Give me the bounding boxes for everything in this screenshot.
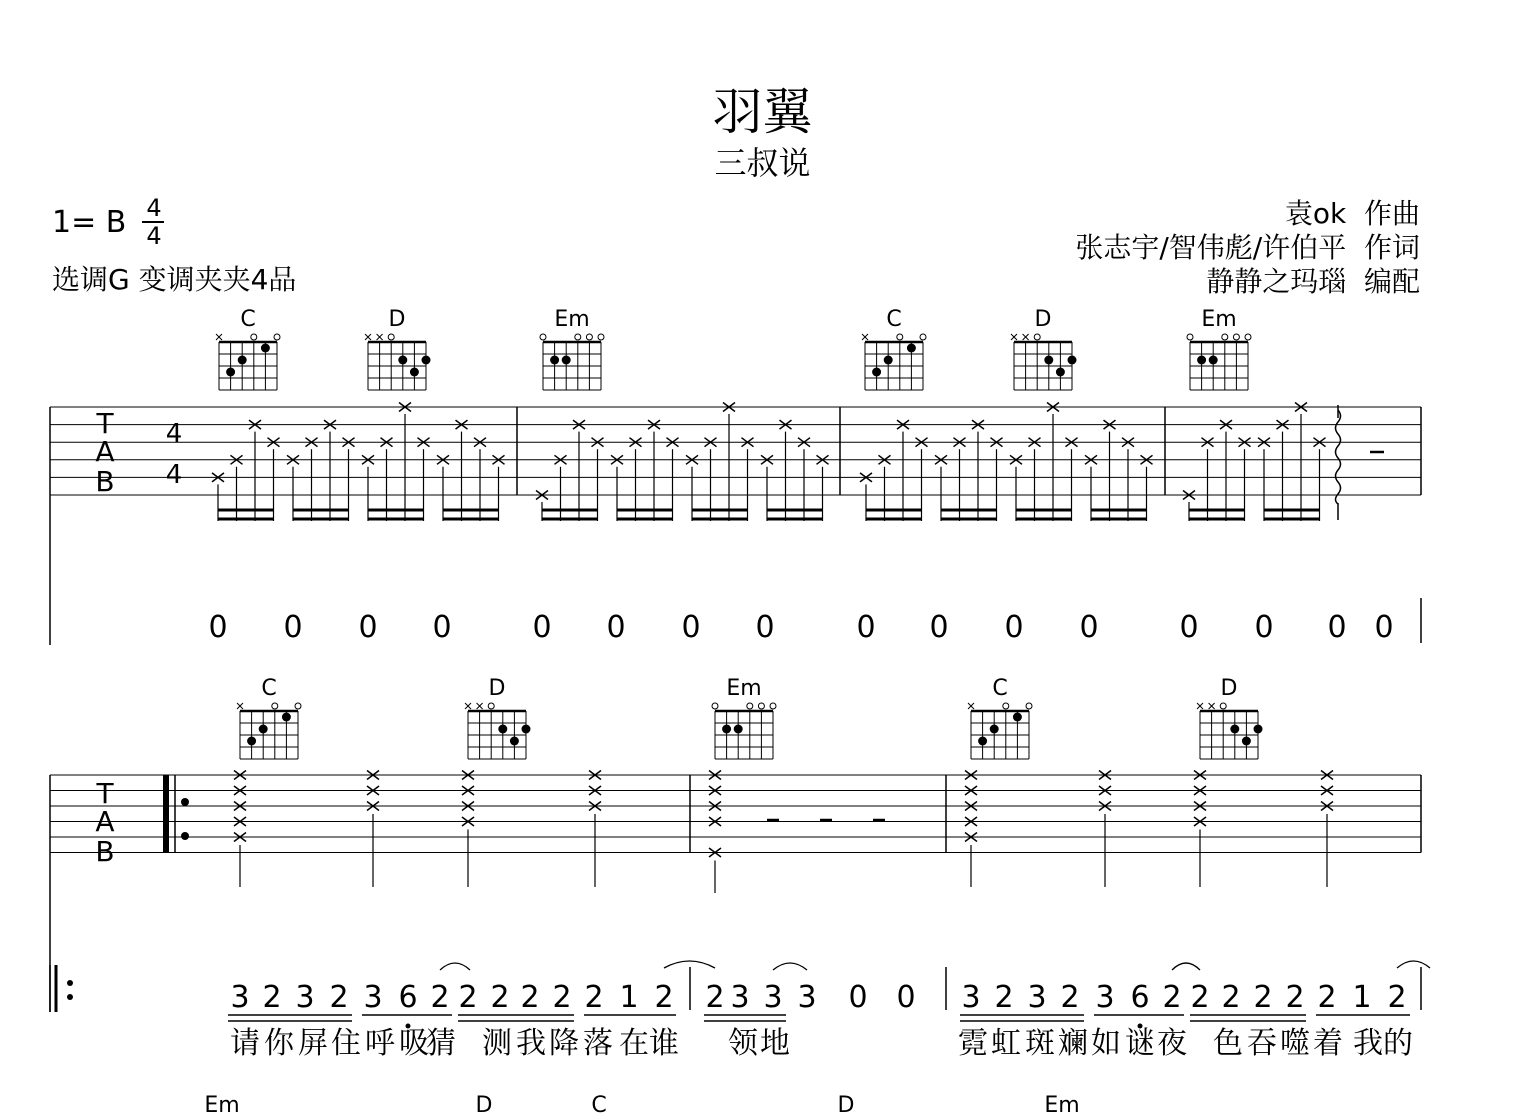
lyric-char: 吞: [1247, 1026, 1277, 1061]
arranger-credit: 静静之玛瑙 编配: [1206, 265, 1420, 298]
jianpu-note: 0: [532, 610, 552, 645]
jianpu-note: 3: [1027, 980, 1047, 1015]
lyricist-credit: 张志宇/智伟彪/许伯平 作词: [1075, 231, 1420, 264]
jianpu-note: 0: [358, 610, 378, 645]
chord-name: Em: [726, 676, 762, 701]
finger-dot: [1197, 356, 1206, 365]
lyric-char: 呼: [365, 1026, 395, 1061]
open-string-mark: [1034, 334, 1040, 340]
repeat-dot: [181, 832, 189, 840]
chord-name: C: [240, 307, 256, 332]
finger-dot: [1068, 356, 1077, 365]
finger-dot: [247, 737, 256, 746]
repeat-dot: [67, 994, 73, 1000]
jianpu-note: 2: [1162, 980, 1182, 1015]
jianpu-note: 2: [1285, 980, 1305, 1015]
lyric-char: 地: [760, 1026, 790, 1061]
jianpu-note: 2: [490, 980, 510, 1015]
jianpu-note: 0: [1004, 610, 1024, 645]
finger-dot: [510, 737, 519, 746]
song-title: 羽翼: [712, 83, 813, 141]
chord-name: C: [261, 676, 277, 701]
open-string-mark: [295, 703, 301, 709]
lyric-char: 吸: [399, 1026, 429, 1061]
lyric-char: 落: [583, 1026, 613, 1061]
finger-dot: [498, 725, 507, 734]
chord-name: Em: [1201, 307, 1237, 332]
jianpu-note: 2: [1190, 980, 1210, 1015]
jianpu-note: 3: [730, 980, 750, 1015]
chord-name: D: [1220, 676, 1238, 701]
jianpu-note: 0: [283, 610, 303, 645]
open-string-mark: [712, 703, 718, 709]
jianpu-note: 0: [896, 980, 916, 1015]
lyric-char: 住: [331, 1026, 361, 1061]
finger-dot: [410, 368, 419, 377]
finger-dot: [990, 725, 999, 734]
finger-dot: [907, 344, 916, 353]
open-string-mark: [770, 703, 776, 709]
open-string-mark: [488, 703, 494, 709]
lyric-char: 斓: [1058, 1026, 1088, 1061]
lyric-char: 屏: [298, 1026, 328, 1061]
chord-name: Em: [204, 1093, 240, 1118]
finger-dot: [884, 356, 893, 365]
finger-dot: [1230, 725, 1239, 734]
jianpu-note: 6: [1130, 980, 1150, 1015]
repeat-dot: [67, 980, 73, 986]
open-string-mark: [575, 334, 581, 340]
tab-letter: A: [95, 805, 115, 838]
chord-name: C: [886, 307, 902, 332]
finger-dot: [1044, 356, 1053, 365]
lyric-char: 霓: [958, 1026, 988, 1061]
jianpu-note: 3: [961, 980, 981, 1015]
tie: [773, 963, 807, 970]
chord-name: D: [1034, 307, 1052, 332]
finger-dot: [1242, 737, 1251, 746]
tab-time-sig: 4: [165, 460, 183, 490]
chord-name: D: [475, 1093, 493, 1118]
lyric-char: 色: [1213, 1026, 1243, 1061]
lyric-char: 谁: [649, 1026, 679, 1061]
finger-dot: [261, 344, 270, 353]
lyric-char: 测: [482, 1026, 512, 1061]
jianpu-note: 2: [1317, 980, 1337, 1015]
song-artist: 三叔说: [714, 144, 811, 182]
lyric-char: 虹: [991, 1026, 1021, 1061]
finger-dot: [562, 356, 571, 365]
jianpu-note: 3: [797, 980, 817, 1015]
tab-letter: A: [95, 435, 115, 468]
tab-letter: B: [95, 835, 115, 868]
open-string-mark: [897, 334, 903, 340]
jianpu-note: 0: [208, 610, 228, 645]
jianpu-note: 0: [606, 610, 626, 645]
jianpu-note: 2: [1221, 980, 1241, 1015]
jianpu-note: 0: [1374, 610, 1394, 645]
tab-letter: T: [96, 407, 114, 440]
open-string-mark: [388, 334, 394, 340]
chord-name: D: [388, 307, 406, 332]
open-string-mark: [586, 334, 592, 340]
open-string-mark: [1245, 334, 1251, 340]
jianpu-note: 6: [398, 980, 418, 1015]
lyric-char: 着: [1313, 1026, 1343, 1061]
jianpu-note: 2: [1387, 980, 1407, 1015]
lyric-char: 你: [264, 1026, 294, 1061]
open-string-mark: [1220, 703, 1226, 709]
jianpu-note: 0: [1179, 610, 1199, 645]
lyric-char: 斑: [1025, 1026, 1055, 1061]
repeat-dot: [181, 798, 189, 806]
jianpu-note: 2: [520, 980, 540, 1015]
open-string-mark: [1026, 703, 1032, 709]
jianpu-note: 0: [1254, 610, 1274, 645]
tab-letter: T: [96, 777, 114, 810]
tie: [664, 961, 715, 968]
open-string-mark: [274, 334, 280, 340]
finger-dot: [722, 725, 731, 734]
open-string-mark: [251, 334, 257, 340]
open-string-mark: [758, 703, 764, 709]
finger-dot: [259, 725, 268, 734]
open-string-mark: [272, 703, 278, 709]
jianpu-note: 1: [1352, 980, 1372, 1015]
lyric-char: 领: [728, 1026, 758, 1061]
finger-dot: [282, 713, 291, 722]
jianpu-note: 2: [1253, 980, 1273, 1015]
open-string-mark: [1187, 334, 1193, 340]
open-string-mark: [920, 334, 926, 340]
chord-name: C: [591, 1093, 607, 1118]
lyric-char: 谜: [1125, 1026, 1155, 1061]
jianpu-note: 3: [230, 980, 250, 1015]
jianpu-note: 2: [584, 980, 604, 1015]
composer-credit: 袁ok 作曲: [1284, 197, 1420, 230]
jianpu-note: 1: [619, 980, 639, 1015]
finger-dot: [550, 356, 559, 365]
chord-name: D: [837, 1093, 855, 1118]
jianpu-note: 2: [262, 980, 282, 1015]
jianpu-note: 0: [432, 610, 452, 645]
open-string-mark: [1003, 703, 1009, 709]
jianpu-note: 0: [681, 610, 701, 645]
jianpu-note: 2: [654, 980, 674, 1015]
finger-dot: [422, 356, 431, 365]
jianpu-note: 2: [994, 980, 1014, 1015]
jianpu-note: 2: [552, 980, 572, 1015]
finger-dot: [522, 725, 531, 734]
jianpu-note: 2: [705, 980, 725, 1015]
finger-dot: [872, 368, 881, 377]
lyric-char: 的: [1383, 1026, 1413, 1061]
jianpu-note: 3: [1095, 980, 1115, 1015]
chord-name: Em: [554, 307, 590, 332]
open-string-mark: [540, 334, 546, 340]
jianpu-note: 0: [848, 980, 868, 1015]
tie: [1397, 961, 1430, 968]
chord-name: C: [992, 676, 1008, 701]
tie: [440, 963, 470, 970]
finger-dot: [1209, 356, 1218, 365]
jianpu-note: 0: [755, 610, 775, 645]
capo-note: 选调G 变调夹夹4品: [52, 263, 297, 296]
chord-name: Em: [1044, 1093, 1080, 1118]
lyric-char: 我: [1353, 1026, 1383, 1061]
jianpu-note: 2: [329, 980, 349, 1015]
tie: [1172, 963, 1200, 970]
lyric-char: 请: [230, 1026, 260, 1061]
chord-name: D: [488, 676, 506, 701]
lyric-char: 噬: [1280, 1026, 1310, 1061]
jianpu-note: 3: [763, 980, 783, 1015]
jianpu-note: 2: [458, 980, 478, 1015]
finger-dot: [1254, 725, 1263, 734]
jianpu-note: 0: [1079, 610, 1099, 645]
open-string-mark: [747, 703, 753, 709]
open-string-mark: [598, 334, 604, 340]
time-sig-top: 4: [146, 194, 162, 222]
jianpu-note: 0: [1327, 610, 1347, 645]
lyric-char: 在: [619, 1026, 649, 1061]
jianpu-note: 0: [929, 610, 949, 645]
lyric-char: 夜: [1157, 1026, 1187, 1061]
lyric-char: 我: [516, 1026, 546, 1061]
time-sig-bottom: 4: [146, 222, 162, 250]
finger-dot: [238, 356, 247, 365]
open-string-mark: [1233, 334, 1239, 340]
lyric-char: 如: [1091, 1026, 1121, 1061]
repeat-thick-bar: [163, 775, 169, 853]
lyric-char: 降: [549, 1026, 579, 1061]
jianpu-note: 3: [363, 980, 383, 1015]
lyric-char: 猜: [426, 1026, 456, 1061]
key-signature: 1= B: [52, 205, 127, 240]
finger-dot: [226, 368, 235, 377]
jianpu-note: 2: [1060, 980, 1080, 1015]
finger-dot: [1056, 368, 1065, 377]
finger-dot: [734, 725, 743, 734]
jianpu-note: 3: [295, 980, 315, 1015]
finger-dot: [398, 356, 407, 365]
finger-dot: [1013, 713, 1022, 722]
open-string-mark: [1222, 334, 1228, 340]
tab-letter: B: [95, 465, 115, 498]
jianpu-note: 0: [856, 610, 876, 645]
tab-time-sig: 4: [165, 419, 183, 449]
finger-dot: [978, 737, 987, 746]
jianpu-note: 2: [430, 980, 450, 1015]
